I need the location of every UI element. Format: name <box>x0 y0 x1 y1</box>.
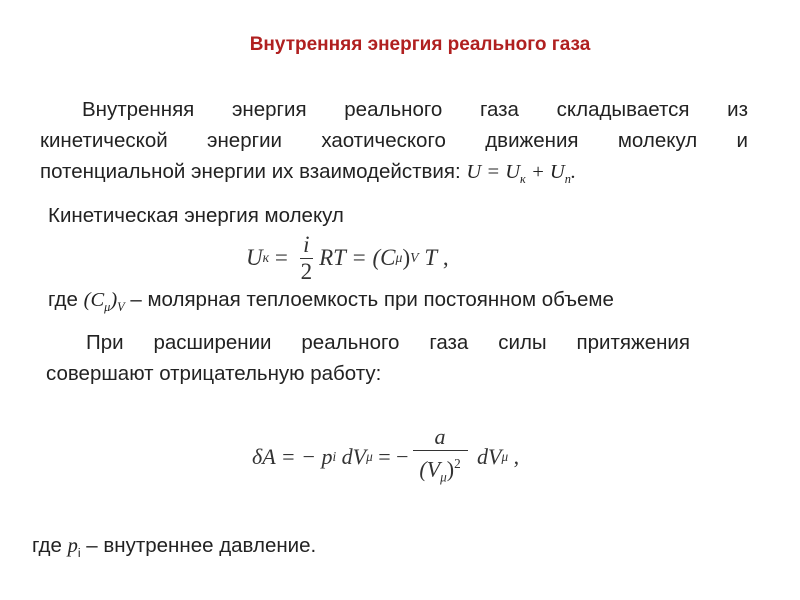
kinetic-energy-label: Кинетическая энергия молекул <box>48 204 344 227</box>
f2-denominator <box>416 451 463 491</box>
f1-fraction <box>298 232 316 285</box>
kinetic-energy-formula <box>246 228 449 288</box>
internal-pressure-definition <box>32 530 316 569</box>
f2-den-open: (V <box>419 455 441 481</box>
work-formula <box>252 422 519 492</box>
eq-plus-u: + U <box>525 161 565 183</box>
f2-equals: = − <box>372 444 409 469</box>
gde1-sub-mu: μ <box>104 300 111 315</box>
gde1-close: ) <box>110 289 118 311</box>
f1-equals: = <box>269 245 294 270</box>
gde1-description: – молярная теплоемкость при постоянном объеме <box>124 288 614 311</box>
f2-sub-mu: μ <box>366 449 373 464</box>
gde2-prefix: где <box>32 534 68 557</box>
gde2-p: p <box>67 535 78 557</box>
f2-sub-mu2: μ <box>501 449 509 464</box>
heat-capacity-definition <box>48 284 614 323</box>
eq-sub-k: к <box>520 172 526 187</box>
f2-fraction <box>413 424 468 491</box>
f2-lhs: δA = − p <box>252 444 333 469</box>
paragraph-line: При расширении реального газа силы притяжения <box>86 331 690 354</box>
f2-dv: dV <box>336 444 367 469</box>
paragraph-line: совершают отрицательную работу: <box>46 362 382 385</box>
f1-rt: RT = (C <box>319 245 396 270</box>
paragraph-internal-energy <box>40 94 748 195</box>
equation-inline <box>466 161 576 187</box>
f2-sub-i: i <box>332 449 337 464</box>
f2-comma: , <box>508 444 520 469</box>
slide-title: Внутренняя энергия реального газа <box>249 34 591 55</box>
f1-numerator: i <box>300 232 312 259</box>
f2-den-sub-mu: μ <box>440 469 447 485</box>
eq-equals-u: = U <box>481 161 521 183</box>
paragraph-line: Внутренняя энергия реального газа складывается из <box>82 98 748 121</box>
f1-u: U <box>246 245 263 270</box>
f1-sub-k: к <box>262 250 270 265</box>
f2-dv2: dV <box>471 444 502 469</box>
f2-numerator: a <box>413 424 468 451</box>
paragraph-line-text: потенциальной энергии их взаимодействия: <box>40 160 467 183</box>
f1-sub-v: V <box>410 250 419 265</box>
eq-sub-p: п <box>564 172 571 187</box>
eq-end: . <box>570 161 576 183</box>
f1-sub-mu: μ <box>395 250 403 265</box>
paragraph-line: кинетической энергии хаотического движения молекул и <box>40 129 748 152</box>
f1-comma: , <box>437 245 449 270</box>
f1-close: ) <box>402 245 411 270</box>
paragraph-expansion <box>46 327 690 389</box>
gde2-sub-i: i <box>77 546 81 561</box>
gde2-description: – внутреннее давление. <box>80 534 317 557</box>
gde1-prefix: где <box>48 288 84 311</box>
f1-denominator: 2 <box>300 258 313 284</box>
eq-u: U <box>466 161 482 183</box>
gde1-c: (C <box>83 289 105 311</box>
f2-den-close: ) <box>446 455 455 481</box>
f1-t: T <box>418 245 438 270</box>
paragraph-line <box>40 156 748 195</box>
f2-den-sup: 2 <box>454 455 461 471</box>
gde1-sub-v: V <box>117 300 125 315</box>
